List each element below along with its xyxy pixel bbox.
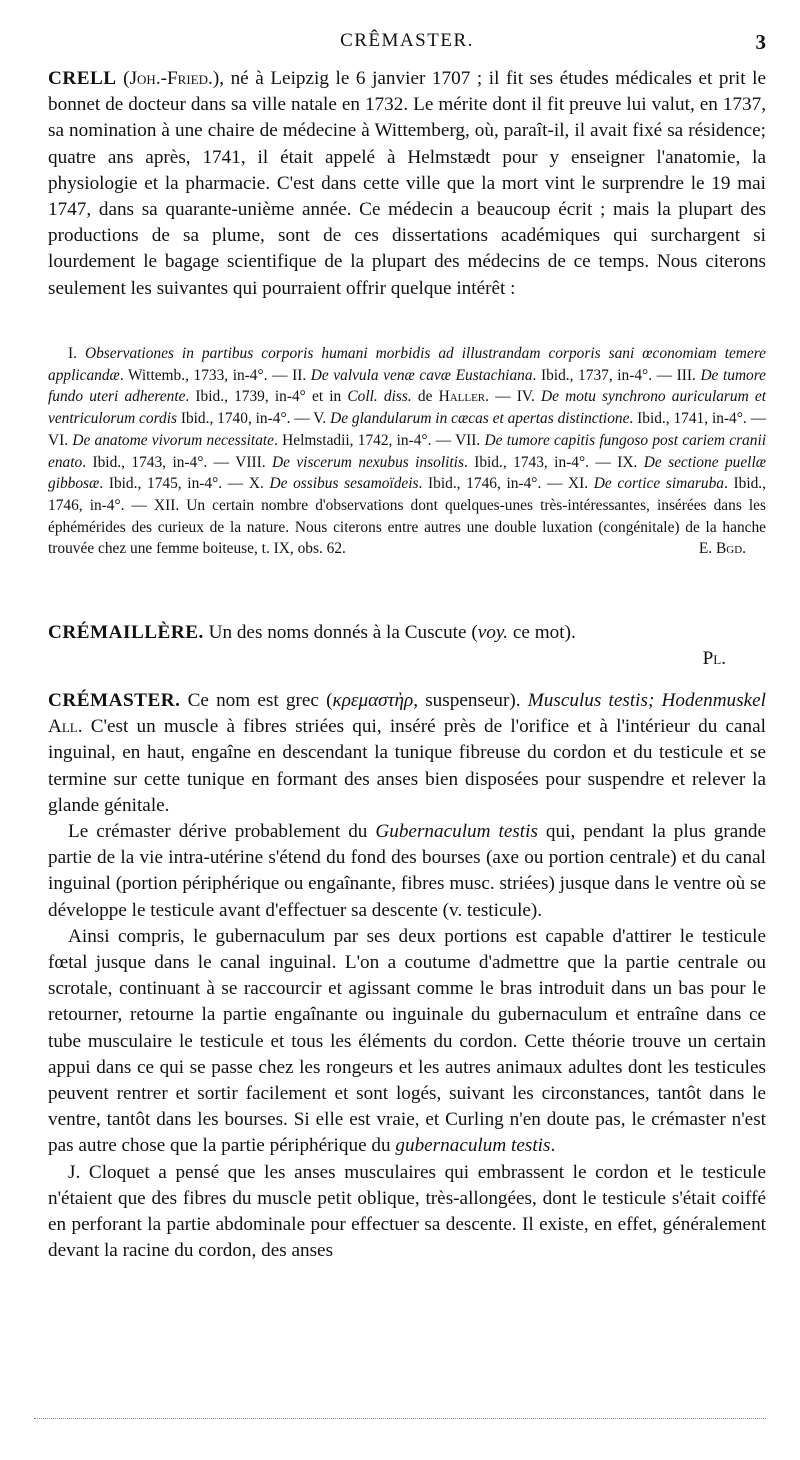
ref-title: Observationes in partibus corporis humani morbidis ad illustrandam corporis sani œconomiam temere applicandæ xyxy=(48,345,766,384)
cremaster-text-a: Ce nom est grec ( xyxy=(180,690,333,711)
ref-haller: Haller xyxy=(438,388,486,406)
cremaster-text-c: C'est un muscle à fibres striées qui, inséré près de l'orifice et à l'intérieur du canal inguinal, en haut, engaîne en descendant la tunique fibreuse du cordon et du testicule et se termine sur cette tunique en formant des anses bien disposées pour suspendre et relever la glande génitale. xyxy=(48,716,766,816)
p2-text-a: Le crémaster dérive probablement du xyxy=(68,821,376,843)
signature-cremaillere: Pl. xyxy=(702,648,726,670)
ref-pub: . Ibid., 1746, in-4°. — XII. Un certain nombre d'observations dont quelques-unes très-intéressantes, insérées dans les éphémérides des curieux de la nature. Nous citerons entre autres une double luxation (congénitale) de la hanche trouvée chez une femme boiteuse, t. IX, obs. 62. xyxy=(48,475,766,558)
ref-title: De ossibus sesamoïdeis xyxy=(269,475,419,493)
ref-title: De tumore fundo uteri adherente xyxy=(48,366,766,406)
p2-text-b: qui, pendant la plus grande partie de la vie intra-utérine s'étend du fond des bourses (axe ou portion centrale) et du canal inguinal (portion périphérique ou engaînante, fibres musc. striées) jusque dans le ventre où se développe le testicule avant d'effectuer sa descente (v. testicule). xyxy=(48,821,766,921)
crell-biography: ), né à Leipzig le 6 janvier 1707 ; il fit ses études médicales et prit le bonnet de docteur dans sa ville natale en 1732. Le mérite dont il fit preuve lui valut, en 1737, sa nomination à une chaire de médecine à Wittemberg, où, paraît-il, il avait fixé sa résidence; quatre ans après, 1741, il était appelé à Helmstædt pour y enseigner l'anatomie, la physiologie et la pharmacie. C'est dans cette ville que la mort vint le surprendre le 19 mai 1747, dans sa quarante-unième année. Ce médecin a beaucoup écrit ; mais la plupart des productions de sa plume, sont de ces dissertations académiques qui surchargent si lourdement le bagage scientifique de la plupart des médecins de ce temps. Nous citerons seulement les suivantes qui pourraient offrir quelque intérêt : xyxy=(48,68,766,299)
signature-crell: E. Bgd. xyxy=(698,540,746,558)
cremaillere-text-a: Un des noms donnés à la Cuscute ( xyxy=(203,622,478,643)
ref-pub: . Ibid., 1745, in-4°. — X. xyxy=(99,475,270,493)
ref-title: De glandularum in cæcas et apertas distinctione xyxy=(330,410,630,428)
p3-gubernaculum: gubernaculum testis xyxy=(395,1135,551,1157)
latin-name: Musculus testis; Hodenmuskel xyxy=(527,690,766,711)
ref-de: de xyxy=(411,388,439,406)
ref-pub: . Ibid., 1746, in-4°. — XI. xyxy=(418,475,594,493)
bottom-dotted-rule xyxy=(34,1418,766,1419)
headword-crell: CRELL xyxy=(48,68,117,89)
ref-title: De motu synchrono auricularum et ventriculorum cordis xyxy=(48,388,766,428)
crell-bibliography xyxy=(48,343,766,560)
headword-cremaillere: CRÉMAILLÈRE. xyxy=(48,622,204,643)
ref-pub: Ibid., 1740, in-4°. — V. xyxy=(176,410,331,428)
abbrev-all: All. xyxy=(48,716,83,738)
crell-given-name: Joh.-Fried. xyxy=(129,68,213,89)
cremaster-text-b: , suspenseur). xyxy=(413,690,528,711)
headword-cremaster: CRÉMASTER. xyxy=(48,690,181,711)
greek-word: κρεμαστὴρ xyxy=(332,690,414,711)
cremaster-paragraph-4: J. Cloquet a pensé que les anses musculaires qui embrassent le cordon et le testicule n'étaient que des fibres du muscle petit oblique, très-allongées, dont le testicule s'était coiffé en perforant la partie abdominale pour effectuer sa descente. Il existe, en effet, généralement devant la racine du cordon, des anses xyxy=(48,1161,766,1262)
ref-title: De sectione puellæ gibbosæ xyxy=(48,453,766,493)
ref-collection: Coll. diss. xyxy=(347,388,412,406)
ref-pub: . Ibid., 1739, in-4° et in xyxy=(185,388,348,406)
ref-pub: . Ibid., 1741, in-4°. — VI. xyxy=(48,410,767,449)
running-title: CRÊMASTER. xyxy=(340,30,474,51)
cremaster-paragraph-2 xyxy=(48,819,766,924)
ref-pub: . Ibid., 1743, in-4°. — IX. xyxy=(463,453,644,471)
ref-pub: . Ibid., 1743, in-4°. — VIII. xyxy=(82,453,272,471)
p3-text-a: Ainsi compris, le gubernaculum par ses deux portions est capable d'attirer le testicule fœtal jusque dans le canal inguinal. L'on a coutume d'admettre que la partie centrale ou scrotale, continuant à se raccourcir et agissant comme le bras introduit dans un bas pour le retourner, retourne la partie engaînante ou inguinale du gubernaculum et entraîne dans ce tube musculaire le testicule et tous les éléments du cordon. Cette théorie trouve un certain appui dans ce qui se passe chez les rongeurs et les autres animaux adultes dont les testicules peuvent rentrer et sortir facilement et sont logés, suivant les circonstances, tantôt dans le ventre, tantôt dans les bourses. Si elle est vraie, et Curling n'en doute pas, le crémaster n'est pas autre chose que la partie périphérique du xyxy=(48,925,766,1157)
p3-text-b: . xyxy=(550,1135,556,1157)
ref-title: De cortice simaruba xyxy=(593,475,724,493)
entry-crell xyxy=(48,66,766,302)
running-header xyxy=(48,30,766,60)
p2-gubernaculum: Gubernaculum testis xyxy=(375,821,538,843)
ref-title: De valvula venæ cavæ Eustachiana xyxy=(310,366,533,384)
ref-pub: . Helmstadii, 1742, in-4°. — VII. xyxy=(274,431,485,449)
cremaillere-voy: voy. xyxy=(477,622,509,643)
page-number: 3 xyxy=(755,30,766,54)
ref-title: De tumore capitis fungoso post cariem cranii enato xyxy=(48,431,766,471)
ref-num: I. xyxy=(68,345,85,362)
cremaster-paragraph-1 xyxy=(48,688,766,819)
ref-title: De viscerum nexubus insolitis xyxy=(271,453,464,471)
cremaillere-definition xyxy=(48,620,766,646)
ref-num: . — IV. xyxy=(485,388,541,406)
entry-cremaillere xyxy=(48,620,766,672)
cremaster-paragraph-3 xyxy=(48,924,766,1160)
ref-title: De anatome vivorum necessitate xyxy=(72,431,275,449)
entry-cremaster xyxy=(48,688,766,1264)
cremaillere-text-b: ce mot). xyxy=(508,622,576,643)
ref-pub: . Wittemb., 1733, in-4°. — II. xyxy=(119,366,311,384)
ref-pub: . Ibid., 1737, in-4°. — III. xyxy=(532,366,701,384)
crell-text-a: ( xyxy=(116,68,130,89)
